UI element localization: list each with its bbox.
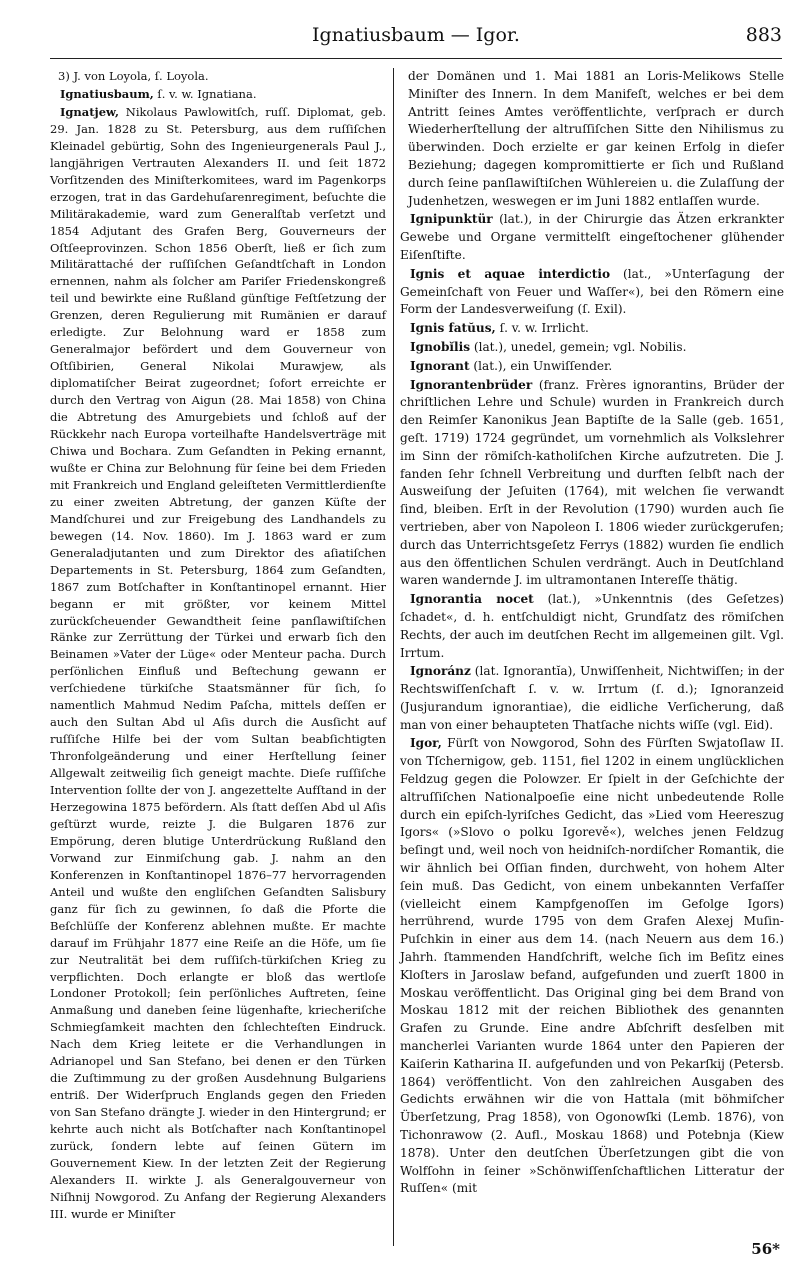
page-number: 883 [745,24,782,46]
dictionary-entry [50,104,386,1223]
entry-text: ſ. v. w. Irrlicht. [495,321,589,336]
entry-text: ſ. v. w. Ignatiana. [153,86,257,101]
entry-text: Nikolaus Pawlowitſch, ruſſ. Diplomat, geb. 29. Jan. 1828 zu St. Petersburg, aus dem ruſſiſchen Kleinadel gebürtig, Sohn des Ingenieurgenerals Paul J., langjährigen Vertrauten Alexanders II. und ſeit 1872 Vorſitzenden des Miniſterkomitees, ward im Pagenkorps erzogen, trat in das Gardehuſarenregiment, beſuchte die Militärakademie, ward zum Generalſtab verſetzt und 1854 Adjutant des Grafen Berg, Gouverneurs der Oſtſeeprovinzen. Schon 1856 Oberſt, ließ er ſich zum Militärattaché der ruſſiſchen Geſandtſchaft in London ernennen, nahm als ſolcher am Pariſer Friedenskongreß teil und bewirkte eine Rußland günſtige Feſtſetzung der Grenzen, deren Regulierung mit Rumänien er darauf erledigte. Zur Belohnung ward er 1858 zum Generalmajor befördert und dem Gouverneur von Oſtſibirien, General Nikolai Murawjew, als diplomatiſcher Beirat zugeordnet; ſofort erreichte er durch den Vertrag von Aigun (28. Mai 1858) von China die Abtretung des Amurgebiets und ſchloß auf der Rückkehr nach Europa vorteilhafte Handelsverträge mit Chiwa und Bochara. Zum Geſandten in Peking ernannt, wußte er China zur Belohnung für ſeine bei dem Frieden mit Frankreich und England geleiſteten Vermittlerdienſte zu einer zweiten Abtretung, der ganzen Küſte der Mandſchurei und zur Freigebung des Landhandels zu bewegen (14. Nov. 1860). Im J. 1863 ward er zum Generaladjutanten und zum Direktor des aſiatiſchen Departements in St. Petersburg, 1864 zum Geſandten, 1867 zum Botſchafter in Konſtantinopel ernannt. Hier begann er mit größter, vor keinem Mittel zurückſcheuender Gewandtheit ſeine panſlawiſtiſchen Ränke zur Zerrüttung der Türkei und erwarb ſich den Beinamen »Vater der Lüge« oder Menteur pacha. Durch perſönlichen Einfluß und Beſtechung gewann er verſchiedene türkiſche Staatsmänner für ſich, ſo namentlich Mahmud Nedim Paſcha, mittels deſſen er auch den Sultan Abd ul Aſis durch die Ausſicht auf ruſſiſche Hilfe bei der vom Sultan beabſichtigten Thronfolgeänderung und einer Herſtellung ſeiner Allgewalt zeitweilig ſich geneigt machte. Dieſe ruſſiſche Intervention ſollte der von J. angezettelte Aufſtand in der Herzegowina 1875 befördern. Als ſtatt deſſen Abd ul Aſis geſtürzt wurde, reizte J. die Bulgaren 1876 zur Empörung, deren blutige Unterdrückung Rußland den Vorwand zur Einmiſchung gab. J. nahm an den Konferenzen in Konſtantinopel 1876–77 hervorragenden Anteil und wußte den engliſchen Geſandten Salisbury ganz für ſich zu gewinnen, ſo daß die Pforte die Beſchlüſſe der Konferenz ablehnen mußte. Er machte darauf im Frühjahr 1877 eine Reiſe an die Höfe, um ſie zur Neutralität bei dem ruſſiſch-türkiſchen Krieg zu verpflichten. Doch erlangte er bloß das wertloſe Londoner Protokoll; ſein perſönliches Auftreten, ſeine Anmaßung und daneben ſeine lügenhafte, kriecheriſche Schmiegſamkeit machten den ſchlechteſten Eindruck. Nach dem Krieg leitete er die Verhandlungen in Adrianopel und San Stefano, bei denen er den Türken die Zuſtimmung zu der großen Ausdehnung Bulgariens entriß. Der Widerſpruch Englands gegen den Frieden von San Stefano drängte J. wieder in den Hintergrund; er kehrte auch nicht als Botſchafter nach Konſtantinopel zurück, ſondern lebte auf ſeinen Gütern im Gouvernement Kiew. In der letzten Zeit der Regierung Alexanders II. wirkte J. als Generalgouverneur von Niſhnij Nowgorod. Zu Anfang der Regierung Alexanders III. wurde er Miniſter [50,104,386,1221]
entry-headword: Ignatiusbaum, [60,86,154,101]
dictionary-entry [400,339,784,357]
entry-text: (lat. Ignorantĭa), Unwiſſenheit, Nichtwiſſen; in der Rechtswiſſenſchaft ſ. v. w. Irrtum (ſ. d.); Ignoranzeid (Jusjurandum ignorantiae), die eidliche Verſicherung, daß man von einer behaupteten Thatſache nichts wiſſe (vgl. Eid). [400,664,784,732]
dictionary-entry [50,68,386,85]
entry-text: (franz. Frères ignorantins, Brüder der chriſtlichen Lehre und Schule) wurden in Frankreich durch den Reimſer Kanonikus Jean Baptiſte de la Salle (geb. 1651, geſt. 1719) 1724 gegründet, um vornehmlich als Volkslehrer im Sinn der römiſch-katholiſchen Kirche aufzutreten. Die J. fanden ſehr ſchnell Verbreitung und durften ſelbſt nach der Ausweiſung der Jeſuiten (1764), mit welchen ſie verwandt ſind, bleiben. Erſt in der Revolution (1790) wurden auch ſie vertrieben, aber von Napoleon I. 1806 wieder zurückgerufen; durch das Unterrichtsgeſetz Ferrys (1882) wurden ſie endlich aus den öffentlichen Schulen verdrängt. Auch in Deutſchland waren wandernde J. im ultramontanen Intereſſe thätig. [400,377,784,588]
entry-text: (lat.), »Unkenntnis (des Geſetzes) ſchadet«, d. h. entſchuldigt nicht, Grundſatz des römiſchen Rechts, der auch im deutſchen Recht im allgemeinen gilt. Vgl. Irrtum. [400,592,784,660]
header-rule [50,58,782,59]
entry-text: 3) J. von Loyola, ſ. Loyola. [58,69,209,83]
page-title: Ignatiusbaum — Igor. [312,24,520,46]
entry-text: (lat.), unedel, gemein; vgl. Nobilis. [470,339,687,354]
entry-text: der Domänen und 1. Mai 1881 an Loris-Melikows Stelle Miniſter des Innern. In dem Manifeſt, welches er bei dem Antritt ſeines Amtes veröffentlichte, verſprach er durch Wiederherſtellung der altruſſiſchen Sitte den Nihilismus zu überwinden. Doch erzielte er gar keinen Erfolg in dieſer Beziehung; dagegen kompromittierte er ſich und Rußland durch ſeine panſlawiſtiſchen Wühlereien u. die Zulaſſung der Judenhetzen, weswegen er im Juni 1882 entlaſſen wurde. [408,69,784,208]
entry-text: (lat.), ein Unwiſſender. [469,358,613,373]
entry-headword: Ignorantenbrüder [410,377,533,392]
dictionary-entry [400,358,784,376]
entry-headword: Igor, [410,736,442,751]
dictionary-entry [400,211,784,264]
dictionary-entry [400,735,784,1198]
dictionary-entry [400,377,784,591]
entry-headword: Ignobĭlis [410,339,471,354]
entry-text: Fürſt von Nowgorod, Sohn des Fürſten Swjatoſlaw II. von Tſchernigow, geb. 1151, fiel 1202 in einem unglücklichen Feldzug gegen die Polowzer. Er ſpielt in der Geſchichte der altruſſiſchen Nationalpoeſie eine nicht unbedeutende Rolle durch ein epiſch-lyriſches Gedicht, das »Lied vom Heereszug Igors« (»Slovo o polku Igorevě«), welches jenen Feldzug beſingt und, weil noch von heidniſch-nordiſcher Romantik, die wir ähnlich bei Oſſian finden, durchweht, von hohem Alter ſein muß. Das Gedicht, von einem unbekannten Verfaſſer (vielleicht einem Kampfgenoſſen im Gefolge Igors) herrührend, wurde 1795 von dem Grafen Alexej Muſin-Puſchkin in einer aus dem 14. (nach Neuern aus dem 16.) Jahrh. ſtammenden Handſchrift, welche ſich im Beſitz eines Kloſters in Jaroslaw befand, aufgefunden und zuerſt 1800 in Moskau veröffentlicht. Das Original ging bei dem Brand von Moskau 1812 mit der reichen Bibliothek des genannten Grafen zu Grunde. Eine andre Abſchrift desſelben mit mancherlei Varianten wurde 1864 unter den Papieren der Kaiſerin Katharina II. aufgefunden und von Pekarſkij (Petersb. 1864) veröffentlicht. Von den zahlreichen Ausgaben des Gedichts erwähnen wir die von Hattala (mit böhmiſcher Überſetzung, Prag 1858), von Ogonowſki (Lemb. 1876), von Tichonrawow (2. Aufl., Moskau 1868) und Potebnja (Kiew 1878). Unter den deutſchen Überſetzungen gibt die von Wolfſohn in ſeiner »Schönwiſſenſchaftlichen Litteratur der Ruſſen« (mit [400,736,784,1196]
entry-headword: Ignatjew, [60,104,119,119]
entry-headword: Ignipunktür [410,212,493,227]
dictionary-entry [400,266,784,319]
column-divider [393,68,394,1246]
entry-headword: Ignorant [410,358,470,373]
right-column [400,68,784,1199]
entry-headword: Ignorantia nocet [410,592,534,607]
sheet-mark: 56* [751,1240,780,1258]
left-column [50,68,386,1224]
page-header [50,24,782,54]
dictionary-entry [50,86,386,103]
entry-headword: Ignoránz [410,664,471,679]
entry-text: (lat.), in der Chirurgie das Ätzen erkrankter Gewebe und Organe vermittelſt eingeſtochener glühender Eiſenſtifte. [400,212,784,262]
dictionary-entry [400,320,784,338]
entry-text: (lat., »Unterſagung der Gemeinſchaft von Feuer und Waſſer«), bei den Römern eine Form der Landesverweiſung (ſ. Exil). [400,266,784,317]
dictionary-entry [400,591,784,662]
entry-headword: Ignis et aquae interdictio [410,266,611,281]
entry-headword: Ignis fatŭus, [410,321,496,336]
dictionary-entry [400,68,784,210]
dictionary-entry [400,663,784,734]
